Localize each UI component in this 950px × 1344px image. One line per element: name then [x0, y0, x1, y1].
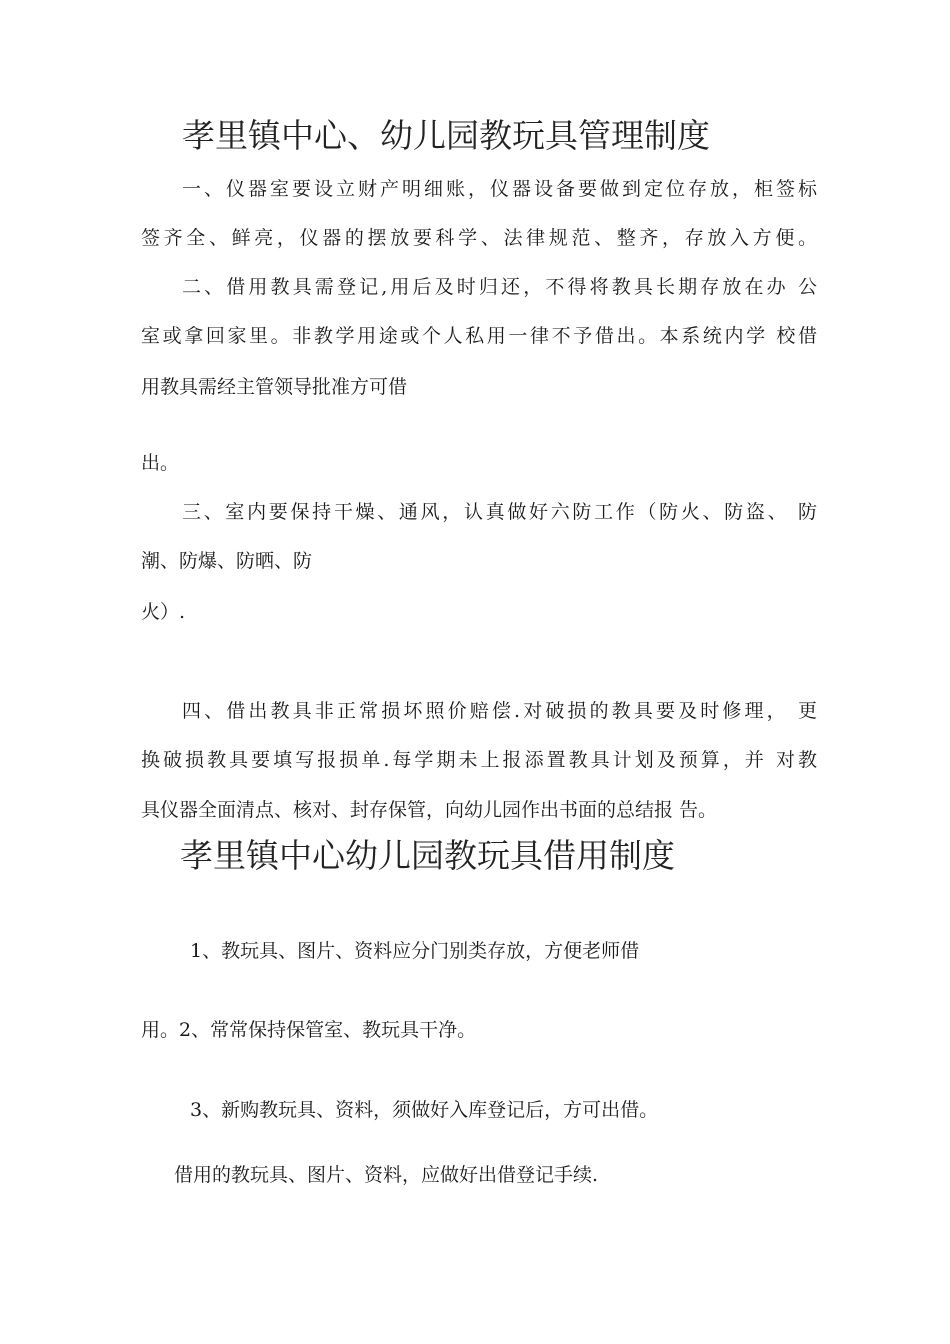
section-four-line-3: 具仪器全面清点、核对、封存保管，向幼儿园作出书面的总结报 告。 [141, 799, 718, 821]
section-four-line-1: 四、借出教具非正常损坏照价赔偿.对破损的教具要及时修理， 更 [182, 700, 817, 722]
section-three-line-2: 潮、防爆、防晒、防 [141, 550, 313, 572]
section-three-line-3: 火）. [141, 601, 186, 623]
section-two-line-2: 室或拿回家里。非教学用途或个人私用一律不予借出。本系统内学 校借 [141, 325, 817, 347]
section-two-line-1: 二、借用教具需登记,用后及时归还，不得将教具长期存放在办 公 [182, 276, 817, 298]
section-two-line-4: 出。 [141, 452, 180, 474]
document-title-management: 孝里镇中心、幼儿园教玩具管理制度 [182, 116, 710, 155]
section-two-line-3: 用教具需经主管领导批准方可借 [141, 376, 408, 398]
document-title-borrowing: 孝里镇中心幼儿园教玩具借用制度 [180, 836, 675, 875]
borrowing-line-4: 借用的教玩具、图片、资料，应做好出借登记手续. [174, 1164, 599, 1186]
section-one-line-1: 一、仪器室要设立财产明细账，仪器设备要做到定位存放，柜签标 [182, 178, 817, 200]
borrowing-line-2: 用。2、常常保持保管室、教玩具干净。 [141, 1019, 477, 1041]
section-three-line-1: 三、室内要保持干燥、通风，认真做好六防工作（防火、防盗、 防 [182, 501, 817, 523]
section-four-line-2: 换破损教具要填写报损单.每学期未上报添置教具计划及预算，并 对教 [141, 749, 817, 771]
borrowing-line-3: 3、新购教玩具、资料，须做好入库登记后，方可出借。 [190, 1099, 659, 1121]
section-one-line-2: 签齐全、鲜亮，仪器的摆放要科学、法律规范、整齐，存放入方便。 [141, 227, 817, 249]
borrowing-line-1: 1、教玩具、图片、资料应分门别类存放，方便老师借 [190, 940, 640, 962]
